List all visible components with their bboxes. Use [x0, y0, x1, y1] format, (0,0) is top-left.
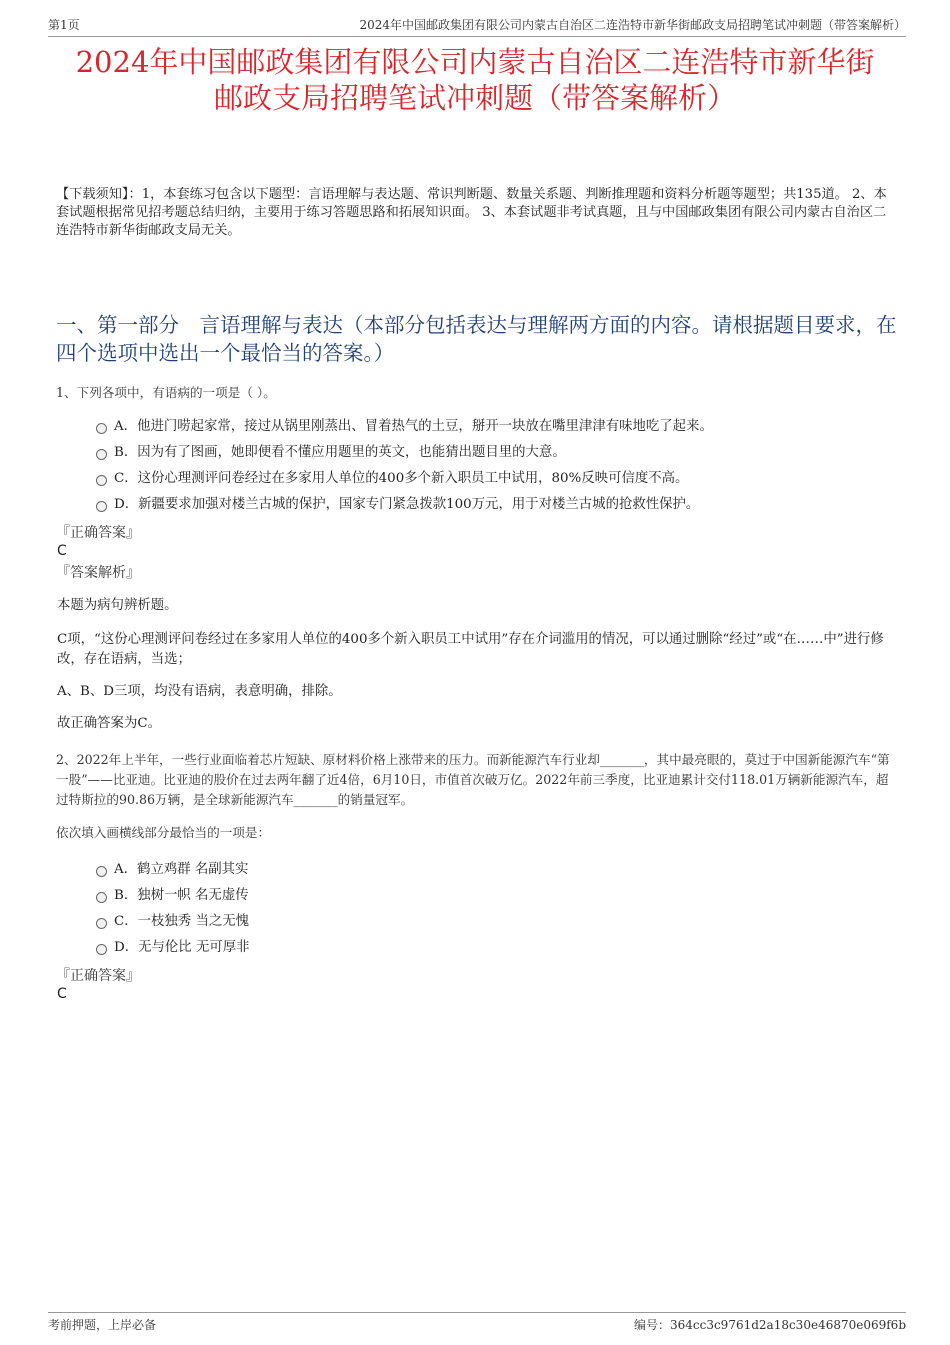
question-1-analysis-label: 『答案解析』 — [56, 565, 140, 581]
download-notice: 【下载须知】：1，本套练习包含以下题型：言语理解与表达题、常识判断题、数量关系题、判断推理题和资料分析题等题型；共135道。 2、本套试题根据常见招考题总结归纳，主要用于练习答题思路和拓展知识面。 3、本套试题非考试真题，且与中国邮政集团有限公司内蒙古自治区二连浩特市新华街邮政支局无关。 — [56, 187, 887, 238]
footer-slogan: 考前押题，上岸必备 — [48, 1318, 157, 1332]
question-1-option-b[interactable] — [96, 442, 876, 468]
header-title: 2024年中国邮政集团有限公司内蒙古自治区二连浩特市新华街邮政支局招聘笔试冲刺题（带答案解析） — [359, 18, 906, 32]
question-2-option-b[interactable] — [96, 885, 876, 911]
option-label: B．因为有了图画，她即便看不懂应用题里的英文，也能猜出题目里的大意。 — [114, 445, 566, 460]
question-1-stem: 1、下列各项中，有语病的一项是（ ）。 — [56, 385, 276, 400]
question-2-answer: C — [57, 986, 67, 1002]
radio-icon[interactable] — [96, 449, 107, 460]
option-label: A．鹤立鸡群 名副其实 — [114, 862, 249, 877]
question-2-prompt: 依次填入画横线部分最恰当的一项是： — [56, 825, 271, 840]
question-2-option-d[interactable] — [96, 937, 876, 963]
analysis-paragraph-1: 本题为病句辨析题。 — [57, 598, 178, 613]
question-2-options — [96, 859, 876, 963]
question-2-stem: 2、2022年上半年，一些行业面临着芯片短缺、原材料价格上涨带来的压力。而新能源汽车行业却_______，其中最亮眼的，莫过于中国新能源汽车“第一股”——比亚迪。比亚迪的股价在过去两年翻了近4倍，6月10日，市值首次破万亿。2022年前三季度，比亚迪累计交付118.01万辆新能源汽车，超过特斯拉的90.86万辆，是全球新能源汽车_______的销量冠军。 — [56, 752, 890, 807]
question-1-option-a[interactable] — [96, 416, 876, 442]
question-1-option-d[interactable] — [96, 494, 876, 520]
option-label: B．独树一帜 名无虚传 — [114, 888, 249, 903]
question-1-option-c[interactable] — [96, 468, 876, 494]
analysis-paragraph-2: C项，“这份心理测评问卷经过在多家用人单位的400多个新入职员工中试用”存在介词滥用的情况，可以通过删除“经过”或“在……中”进行修改，存在语病，当选； — [57, 632, 884, 667]
radio-icon[interactable] — [96, 918, 107, 929]
radio-icon[interactable] — [96, 423, 107, 434]
page-number: 第1页 — [48, 18, 80, 32]
option-label: D．无与伦比 无可厚非 — [114, 940, 250, 955]
analysis-paragraph-3: A、B、D三项，均没有语病，表意明确，排除。 — [57, 684, 342, 699]
document-title — [40, 44, 910, 116]
title-line-1: 2024年中国邮政集团有限公司内蒙古自治区二连浩特市新华街 — [75, 45, 875, 79]
option-label: A．他进门唠起家常，接过从锅里刚蒸出、冒着热气的土豆，掰开一块放在嘴里津津有味地吃了起来。 — [114, 419, 713, 434]
question-2-option-c[interactable] — [96, 911, 876, 937]
question-1-answer: C — [57, 543, 67, 559]
radio-icon[interactable] — [96, 944, 107, 955]
title-line-2: 邮政支局招聘笔试冲刺题（带答案解析） — [213, 81, 736, 115]
question-1-answer-label: 『正确答案』 — [56, 525, 140, 541]
question-2-answer-label: 『正确答案』 — [56, 968, 140, 984]
option-label: C．这份心理测评问卷经过在多家用人单位的400多个新入职员工中试用，80%反映可信度不高。 — [114, 471, 689, 486]
question-2-option-a[interactable] — [96, 859, 876, 885]
question-1-options — [96, 416, 876, 520]
option-label: D．新疆要求加强对楼兰古城的保护，国家专门紧急拨款100万元，用于对楼兰古城的抢救性保护。 — [114, 497, 700, 512]
page-footer — [48, 1312, 906, 1335]
footer-serial: 编号：364cc3c9761d2a18c30e46870e069f6b — [633, 1318, 906, 1332]
page-header — [48, 14, 906, 37]
radio-icon[interactable] — [96, 501, 107, 512]
option-label: C．一枝独秀 当之无愧 — [114, 914, 250, 929]
radio-icon[interactable] — [96, 892, 107, 903]
radio-icon[interactable] — [96, 475, 107, 486]
radio-icon[interactable] — [96, 866, 107, 877]
section-heading: 一、第一部分 言语理解与表达（本部分包括表达与理解两方面的内容。请根据题目要求，在四个选项中选出一个最恰当的答案。） — [56, 313, 897, 365]
analysis-paragraph-4: 故正确答案为C。 — [57, 716, 161, 731]
